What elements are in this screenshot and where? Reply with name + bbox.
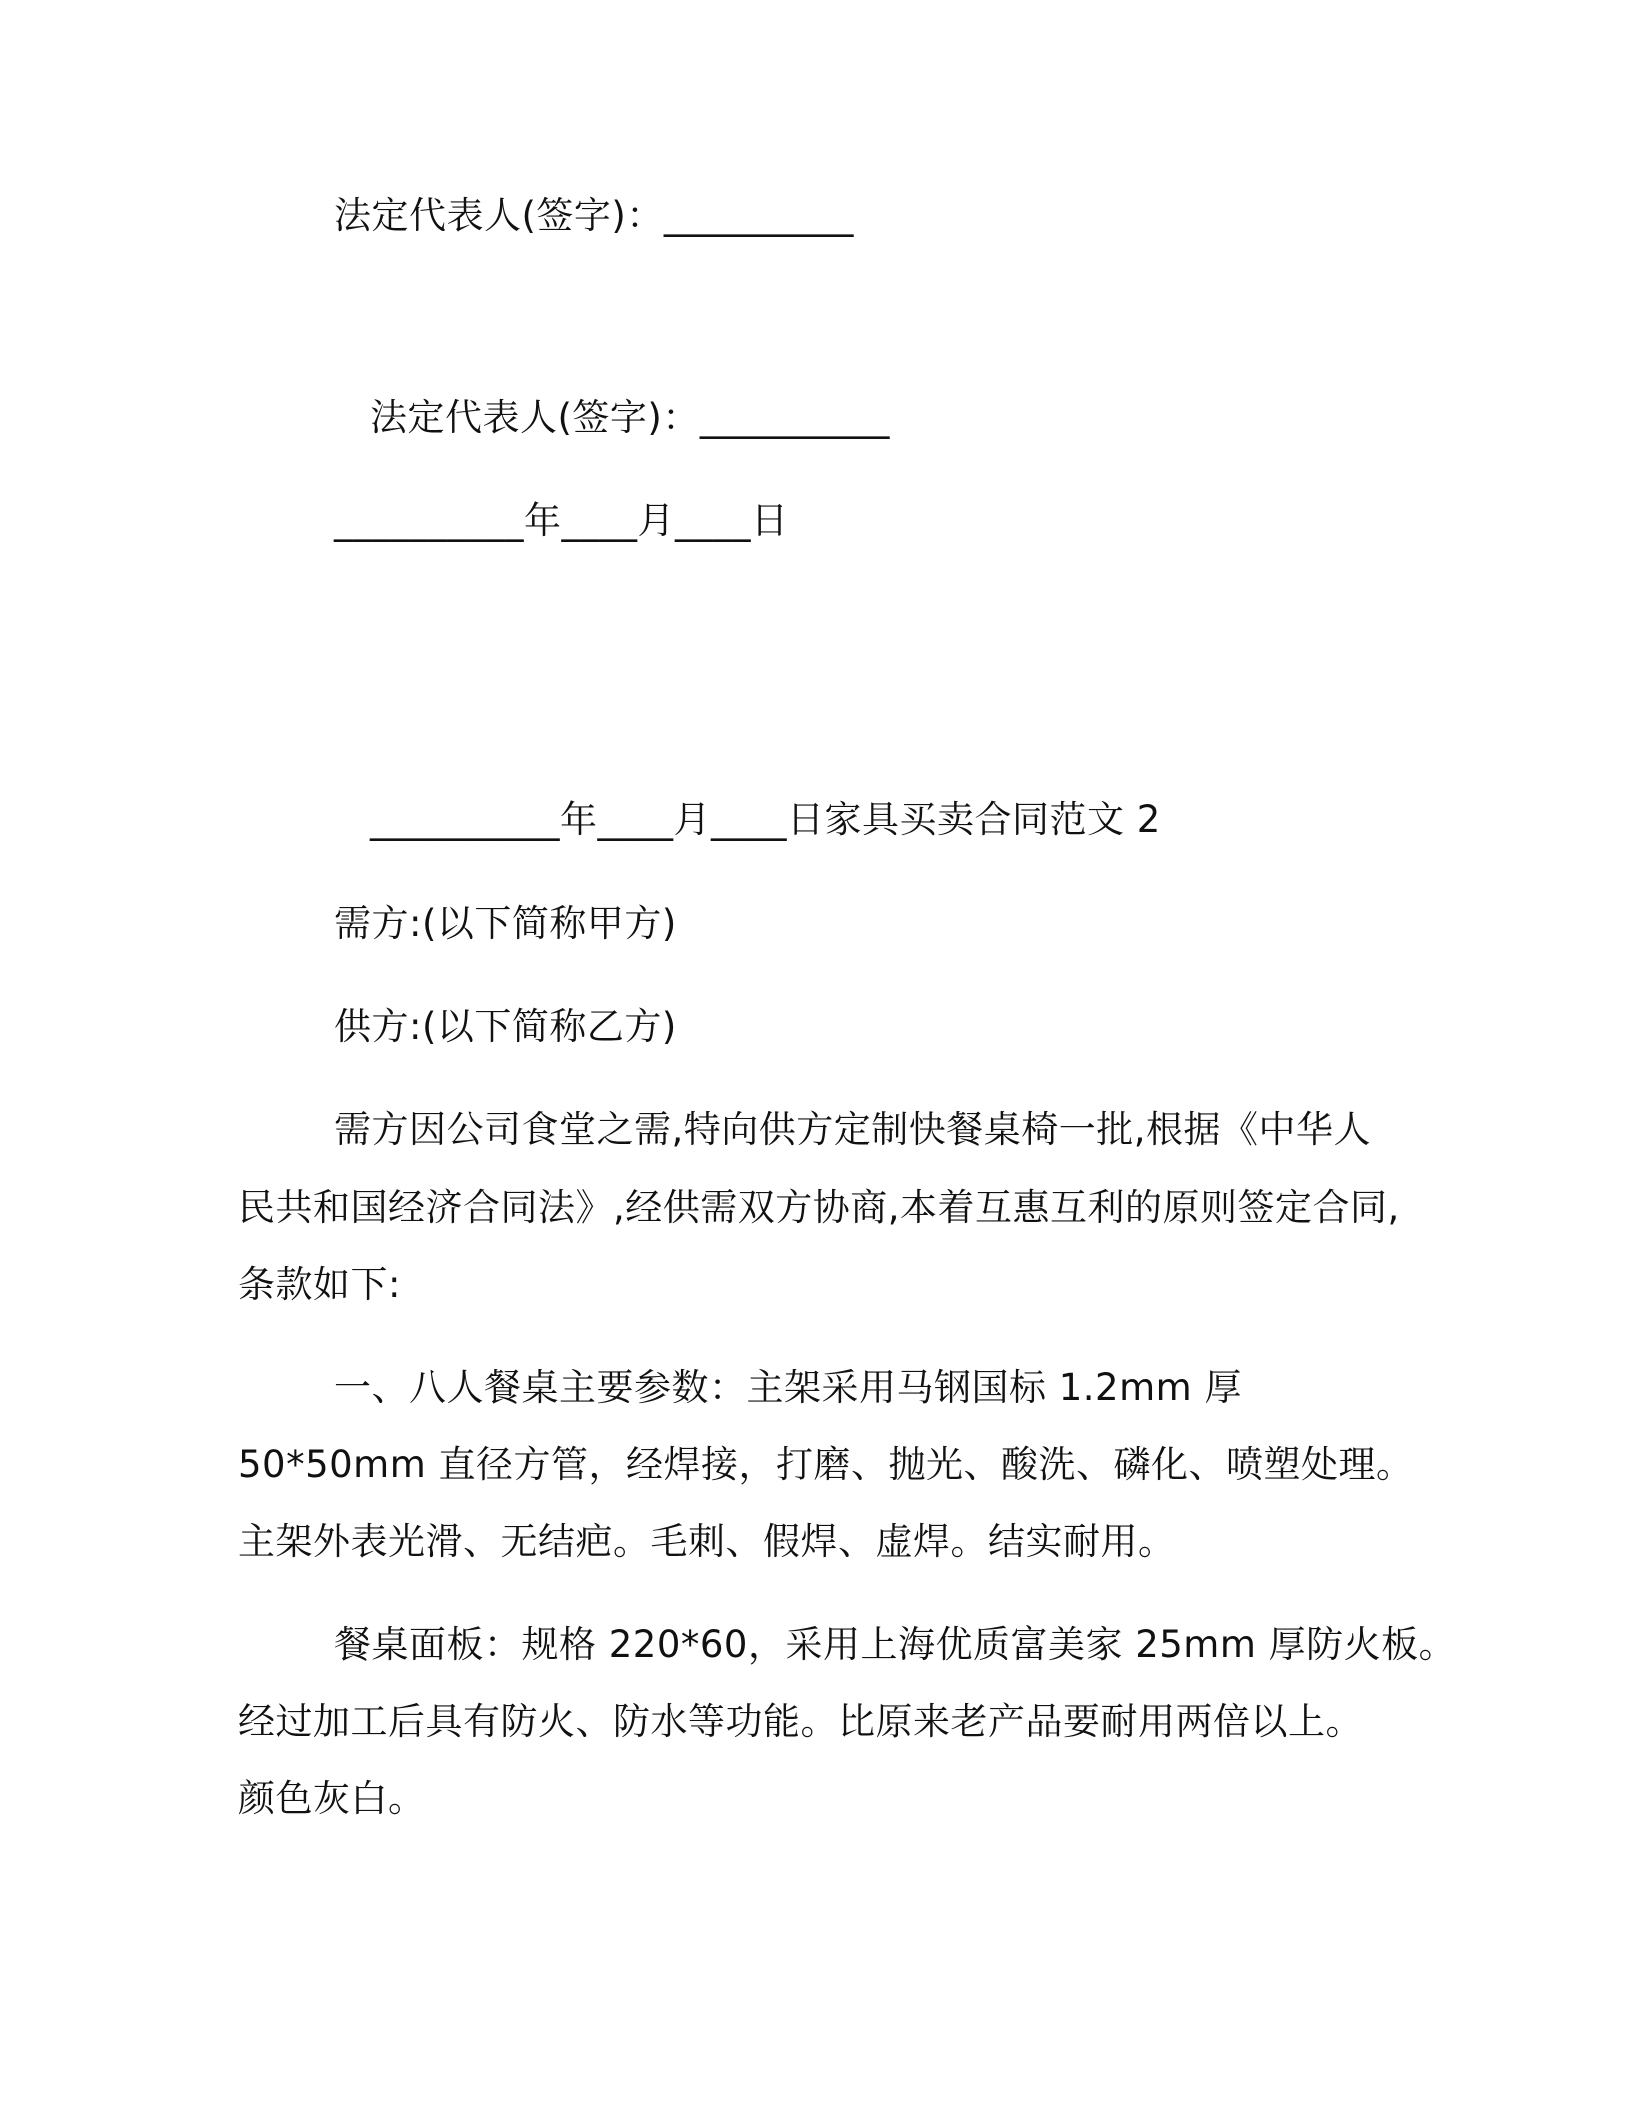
table-panel-line-1: 餐桌面板：规格 220*60，采用上海优质富美家 25mm 厚防火板。 [334,1623,1457,1666]
date-line-1: __________年____月____日 [334,499,789,542]
legal-representative-signature-1: 法定代表人(签字)：__________ [334,194,854,237]
clause-1-line-3: 主架外表光滑、无结疤。毛刺、假焊、虚焊。结实耐用。 [238,1520,1176,1563]
supplier-party: 供方:(以下简称乙方) [334,1005,677,1048]
table-panel-line-2: 经过加工后具有防火、防水等功能。比原来老产品要耐用两倍以上。 [238,1700,1363,1743]
legal-representative-signature-2: 法定代表人(签字)：__________ [370,396,890,439]
intro-paragraph-line-1: 需方因公司食堂之需,特向供方定制快餐桌椅一批,根据《中华人 [334,1108,1372,1151]
clause-1-line-1: 一、八人餐桌主要参数：主架采用马钢国标 1.2mm 厚 [334,1366,1242,1409]
intro-paragraph-line-2: 民共和国经济合同法》,经供需双方协商,本着互惠互利的原则签定合同, [238,1186,1400,1229]
intro-paragraph-line-3: 条款如下: [238,1263,401,1306]
date-and-contract-title: __________年____月____日家具买卖合同范文 2 [370,798,1161,841]
buyer-party: 需方:(以下简称甲方) [334,902,677,945]
clause-1-line-2: 50*50mm 直径方管，经焊接，打磨、抛光、酸洗、磷化、喷塑处理。 [238,1443,1414,1486]
table-panel-line-3: 颜色灰白。 [238,1777,426,1820]
